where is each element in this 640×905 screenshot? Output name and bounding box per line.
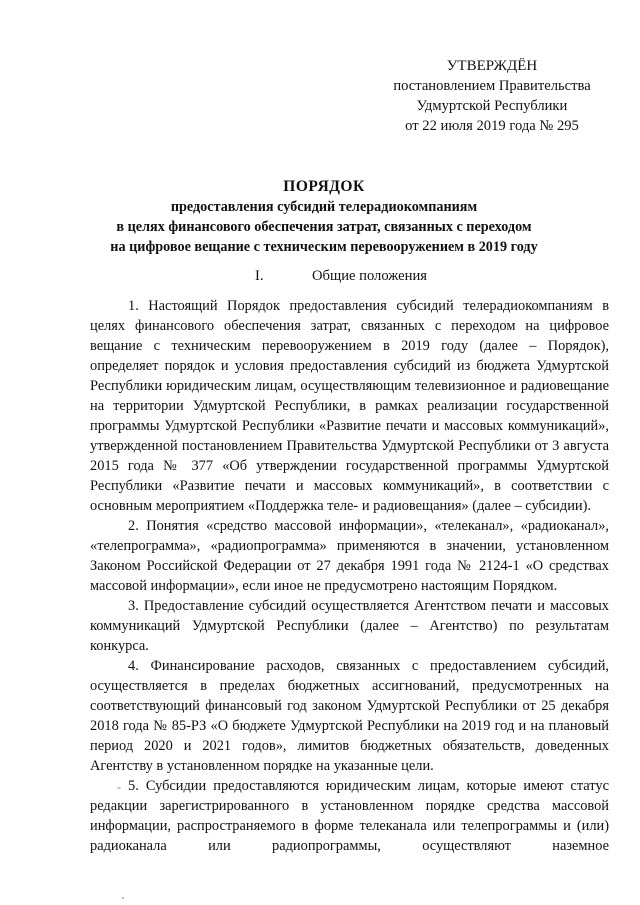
- paragraph-3: 3. Предоставление субсидий осуществляется Агентством печати и массовых коммуникаций Удмуртской Республики (далее – Агентство) по результатам конкурса.: [90, 598, 609, 654]
- approval-line-2: Удмуртской Республики: [416, 98, 568, 114]
- margin-mark: -: [117, 780, 121, 794]
- approval-line-3: от 22 июля 2019 года № 295: [405, 118, 579, 134]
- approval-stamp: [366, 56, 618, 136]
- section-heading: [255, 266, 555, 286]
- approval-title: УТВЕРЖДЁН: [446, 58, 538, 74]
- document-subtitle-line-3: на цифровое вещание с техническим перевооружением в 2019 году: [110, 239, 538, 255]
- document-heading: [84, 177, 564, 257]
- document-body: [90, 296, 609, 856]
- paragraph-5: 5. Субсидии предоставляются юридическим лицам, которые имеют статус редакции зарегистрированного в установленном порядке средства массовой информации, распространяемого в форме телеканала или телепрограммы и (или) радиоканала или радиопрограммы, осуществляют наземное: [90, 778, 609, 854]
- document-title: ПОРЯДОК: [283, 178, 365, 195]
- section-number: I.: [255, 268, 264, 284]
- approval-line-1: постановлением Правительства: [393, 78, 591, 94]
- paragraph-2: 2. Понятия «средство массовой информации», «телеканал», «радиоканал», «телепрограмма», «радиопрограмма» применяются в значении, установленном Законом Российской Федерации от 27 декабря 1991 года № 2124-1 «О средствах массовой информации», если иное не предусмотрено настоящим Порядком.: [90, 518, 609, 594]
- scan-speck: [122, 897, 124, 899]
- document-subtitle-line-1: предоставления субсидий телерадиокомпаниям: [170, 199, 478, 215]
- document-subtitle-line-2: в целях финансового обеспечения затрат, связанных с переходом: [116, 219, 532, 235]
- section-title: Общие положения: [312, 268, 427, 284]
- paragraph-1: 1. Настоящий Порядок предоставления субсидий телерадиокомпаниям в целях финансового обеспечения затрат, связанных с переходом на цифровое вещание с техническим перевооружением в 2019 году (далее – Порядок), определяет порядок и условия предоставления субсидий из бюджета Удмуртской Республики юридическим лицам, осуществляющим телевизионное и радиовещание на территории Удмуртской Республики, в рамках реализации государственной программы Удмуртской Республики «Развитие печати и массовых коммуникаций», утвержденной постановлением Правительства Удмуртской Республики от 3 августа 2015 года № 377 «Об утверждении государственной программы Удмуртской Республики «Развитие печати и массовых коммуникаций», в соответствии с основным мероприятием «Поддержка теле- и радиовещания» (далее – субсидии).: [90, 298, 609, 514]
- paragraph-4: 4. Финансирование расходов, связанных с предоставлением субсидий, осуществляется в пределах бюджетных ассигнований, предусмотренных на соответствующий финансовый год законом Удмуртской Республики от 25 декабря 2018 года № 85-РЗ «О бюджете Удмуртской Республики на 2019 год и на плановый период 2020 и 2021 годов», лимитов бюджетных обязательств, доведенных Агентству в установленном порядке на указанные цели.: [90, 658, 609, 774]
